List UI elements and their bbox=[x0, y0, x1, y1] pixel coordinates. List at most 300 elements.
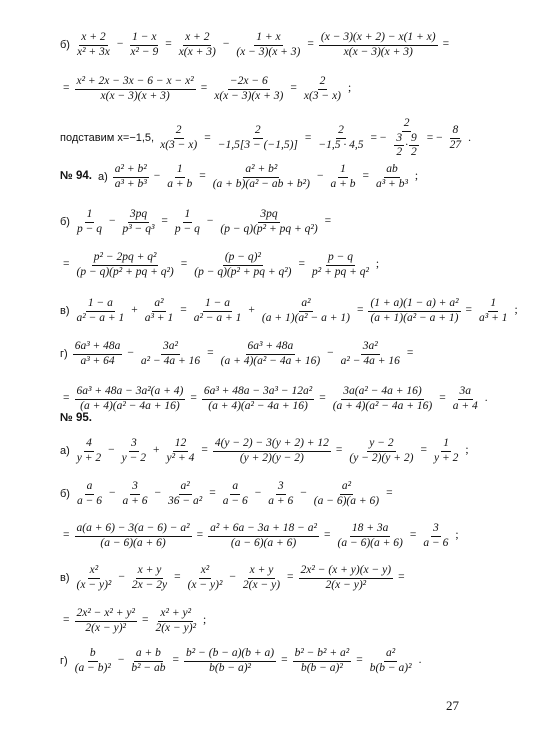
item-label: г) bbox=[60, 654, 68, 667]
numerator: 1 bbox=[85, 209, 95, 223]
operator: ; bbox=[514, 304, 518, 317]
numerator: 1 bbox=[183, 209, 193, 223]
numerator: b² − b² + a² bbox=[293, 648, 352, 662]
fraction bbox=[73, 648, 113, 674]
denominator: (p − q)(p² + pq + q²) bbox=[194, 265, 292, 278]
operator: . bbox=[418, 654, 422, 667]
fraction bbox=[293, 648, 352, 674]
numerator: 3a bbox=[458, 386, 474, 400]
numerator: (x − 3)(x + 2) − x(1 + x) bbox=[319, 32, 438, 46]
operator: = bbox=[439, 392, 446, 405]
denominator: (a + 1)(a² − a + 1) bbox=[370, 311, 459, 324]
inner-fraction bbox=[394, 133, 404, 159]
numerator: a² + 6a − 3a + 18 − a² bbox=[208, 523, 319, 537]
denominator bbox=[391, 132, 421, 159]
equation-line bbox=[0, 608, 559, 634]
fraction bbox=[299, 565, 394, 591]
operator: − bbox=[229, 571, 236, 584]
operator: = bbox=[63, 614, 70, 627]
operator: ; bbox=[455, 529, 459, 542]
denominator: a² − a + 1 bbox=[76, 311, 125, 324]
fraction bbox=[75, 608, 137, 634]
denominator: y + 2 bbox=[433, 451, 459, 464]
numerator: 3pq bbox=[128, 209, 149, 223]
denominator: a + 6 bbox=[122, 494, 148, 507]
operator: = bbox=[201, 444, 208, 457]
operator: = bbox=[356, 304, 364, 317]
fraction bbox=[75, 252, 176, 278]
fraction bbox=[139, 341, 202, 367]
operator: = bbox=[161, 215, 168, 228]
fraction bbox=[128, 32, 160, 58]
fraction bbox=[165, 164, 194, 190]
item-label: б) bbox=[60, 215, 70, 228]
fraction bbox=[130, 565, 169, 591]
denominator: 2x − 2y bbox=[131, 578, 168, 591]
denominator: a³ + 1 bbox=[479, 311, 508, 324]
numerator: 3a² bbox=[161, 341, 180, 355]
fraction bbox=[368, 648, 414, 674]
operator: = bbox=[324, 529, 331, 542]
fraction bbox=[211, 164, 312, 190]
equation-line bbox=[0, 481, 559, 507]
denominator: x(3 − x) bbox=[160, 138, 198, 151]
numerator: x² + y² bbox=[158, 608, 193, 622]
operator: = bbox=[420, 444, 427, 457]
numerator: 3 bbox=[394, 133, 404, 147]
denominator: (x − 3)(x + 3) bbox=[236, 45, 301, 58]
denominator: b(b − a)² bbox=[209, 661, 251, 674]
numerator: 4 bbox=[84, 438, 94, 452]
numerator: 4(y − 2) − 3(y + 2) + 12 bbox=[213, 438, 331, 452]
operator: − bbox=[108, 487, 116, 500]
item-label: в) bbox=[60, 304, 70, 317]
numerator: a² bbox=[299, 298, 312, 312]
numerator: a(a + 6) − 3(a − 6) − a² bbox=[75, 523, 192, 537]
operator: − bbox=[108, 215, 116, 228]
numerator: 18 + 3a bbox=[350, 523, 391, 537]
fraction bbox=[75, 523, 192, 549]
denominator: −1,5 · 4,5 bbox=[318, 138, 364, 151]
denominator: a³ + b³ bbox=[375, 177, 408, 190]
operator: = bbox=[362, 170, 369, 183]
fraction bbox=[173, 209, 202, 235]
fraction bbox=[374, 164, 410, 190]
operator: ; bbox=[203, 614, 207, 627]
denominator: (a + 4)(a² − 4a + 16) bbox=[220, 354, 321, 367]
equation-line bbox=[0, 32, 559, 58]
fraction bbox=[75, 438, 103, 464]
denominator: 27 bbox=[449, 138, 462, 151]
numerator: b bbox=[88, 648, 98, 662]
operator: = bbox=[442, 38, 450, 51]
fraction bbox=[221, 481, 250, 507]
operator: = bbox=[298, 258, 305, 271]
numerator: 3pq bbox=[258, 209, 279, 223]
fraction bbox=[75, 481, 104, 507]
fraction bbox=[260, 298, 352, 324]
operator: = bbox=[386, 487, 393, 500]
numerator: 3 bbox=[130, 481, 140, 495]
numerator: 1 bbox=[175, 164, 185, 178]
operator: = bbox=[141, 614, 149, 627]
numerator: 1 − a bbox=[86, 298, 115, 312]
fraction bbox=[316, 125, 365, 151]
numerator: a bbox=[85, 481, 95, 495]
operator: = bbox=[324, 215, 332, 228]
numerator: (p − q)² bbox=[223, 252, 263, 266]
operator: . bbox=[484, 392, 488, 405]
operator: = bbox=[356, 654, 363, 667]
operator: = bbox=[63, 529, 70, 542]
numerator: b² − (b − a)(b + a) bbox=[184, 648, 276, 662]
exercise-number: № 95. bbox=[60, 412, 93, 424]
operator: = bbox=[406, 347, 414, 360]
fraction bbox=[319, 32, 438, 58]
numerator: 6a³ + 48a bbox=[73, 341, 123, 355]
fraction bbox=[336, 523, 405, 549]
numerator: 6a³ + 48a − 3a²(a + 4) bbox=[75, 386, 186, 400]
operator: ; bbox=[348, 82, 352, 95]
operator: − bbox=[108, 444, 115, 457]
denominator: p − q bbox=[174, 222, 200, 235]
fraction bbox=[302, 76, 343, 102]
fraction bbox=[208, 523, 319, 549]
fraction bbox=[192, 298, 244, 324]
compound-fraction bbox=[391, 118, 421, 159]
operator: = bbox=[190, 392, 197, 405]
operator: = bbox=[180, 258, 188, 271]
fraction bbox=[218, 209, 319, 235]
operator: = bbox=[172, 654, 180, 667]
operator: = bbox=[281, 654, 288, 667]
denominator: b(b − a)² bbox=[369, 661, 412, 674]
fraction bbox=[451, 386, 480, 412]
fraction bbox=[192, 252, 293, 278]
operator: = bbox=[287, 571, 294, 584]
numerator: 3 bbox=[431, 523, 441, 537]
fraction bbox=[158, 125, 199, 151]
operator: = bbox=[204, 131, 211, 144]
denominator: 2(x − y)² bbox=[155, 621, 197, 634]
operator: = bbox=[335, 444, 343, 457]
operator: = bbox=[180, 304, 187, 317]
fraction bbox=[432, 438, 460, 464]
numerator: x² bbox=[199, 565, 212, 579]
denominator: (a + b)(a² − ab + b²) bbox=[212, 177, 310, 190]
operator: = bbox=[63, 82, 70, 95]
operator: = bbox=[199, 170, 206, 183]
fraction bbox=[129, 648, 167, 674]
numerator: a² bbox=[179, 481, 192, 495]
denominator: y² + 4 bbox=[166, 451, 195, 464]
item-label: г) bbox=[60, 347, 68, 360]
fraction bbox=[73, 341, 123, 367]
numerator: x + y bbox=[136, 565, 164, 579]
operator: − bbox=[118, 571, 125, 584]
denominator: 2(x − y)² bbox=[85, 621, 126, 634]
denominator: (a − 6)(a + 6) bbox=[337, 536, 403, 549]
operator: . bbox=[468, 131, 471, 144]
substitution-text: подставим x=−1,5, bbox=[60, 131, 155, 144]
fraction bbox=[120, 438, 148, 464]
denominator: a − 6 bbox=[423, 536, 449, 549]
operator: = bbox=[307, 38, 314, 51]
fraction bbox=[339, 341, 402, 367]
equation-line bbox=[0, 386, 559, 412]
fraction bbox=[166, 481, 204, 507]
denominator: x(x + 3) bbox=[178, 45, 216, 58]
operator: = − bbox=[426, 131, 443, 144]
operator: = bbox=[63, 258, 70, 271]
fraction bbox=[448, 125, 464, 151]
fraction bbox=[310, 252, 371, 278]
fraction bbox=[177, 32, 218, 58]
numerator: 1 bbox=[338, 164, 348, 178]
numerator: a bbox=[230, 481, 240, 495]
denominator: (y − 2)(y + 2) bbox=[349, 451, 414, 464]
denominator: b(b − a)² bbox=[300, 661, 343, 674]
operator: = bbox=[207, 347, 214, 360]
operator: + bbox=[153, 444, 160, 457]
numerator: 1 bbox=[441, 438, 451, 452]
fraction bbox=[347, 438, 415, 464]
fraction bbox=[477, 298, 509, 324]
numerator: a² bbox=[152, 298, 165, 312]
fraction bbox=[368, 298, 460, 324]
fraction bbox=[75, 209, 104, 235]
denominator: p³ − q³ bbox=[122, 222, 155, 235]
denominator: (a + 4)(a² − 4a + 16) bbox=[332, 399, 433, 412]
equation-line bbox=[0, 118, 559, 159]
numerator: 1 − x bbox=[130, 32, 158, 46]
numerator: (1 + a)(1 − a) + a² bbox=[368, 298, 460, 312]
fraction bbox=[184, 648, 276, 674]
operator: + bbox=[131, 304, 138, 317]
denominator: a − 6 bbox=[222, 494, 248, 507]
denominator: (a − 6)(a + 6) bbox=[100, 536, 166, 549]
denominator: 2(x − y) bbox=[242, 578, 281, 591]
operator: ; bbox=[414, 170, 419, 183]
fraction bbox=[216, 125, 300, 151]
denominator: (p − q)(p² + pq + q²) bbox=[76, 265, 174, 278]
fraction bbox=[153, 608, 198, 634]
operator: − bbox=[300, 487, 307, 500]
operator: − bbox=[327, 347, 334, 360]
equation-line bbox=[0, 413, 559, 425]
numerator: 3a² bbox=[361, 341, 380, 355]
numerator: a² bbox=[384, 648, 397, 662]
numerator: 1 − a bbox=[203, 298, 232, 312]
denominator: a³ + 1 bbox=[144, 311, 174, 324]
fraction bbox=[266, 481, 295, 507]
denominator: (a − 6)(a + 6) bbox=[230, 536, 297, 549]
operator: = bbox=[398, 571, 405, 584]
fraction bbox=[421, 523, 450, 549]
numerator: 2 bbox=[318, 76, 328, 90]
numerator: 2x² − (x + y)(x − y) bbox=[299, 565, 394, 579]
fraction bbox=[219, 341, 323, 367]
equation-line bbox=[0, 76, 559, 102]
numerator: 1 bbox=[488, 298, 498, 312]
denominator: (y + 2)(y − 2) bbox=[239, 451, 304, 464]
numerator: 8 bbox=[450, 125, 460, 139]
fraction bbox=[212, 76, 285, 102]
item-label: а) bbox=[60, 444, 70, 457]
denominator: x² + 3x bbox=[76, 45, 110, 58]
fraction bbox=[328, 164, 357, 190]
denominator: 2 bbox=[396, 146, 403, 158]
operator: = − bbox=[370, 131, 387, 144]
numerator: 6a³ + 48a − 3a³ − 12a² bbox=[202, 386, 314, 400]
denominator: p − q bbox=[76, 222, 102, 235]
operator: = bbox=[209, 487, 216, 500]
numerator: 2 bbox=[174, 125, 184, 139]
fraction bbox=[165, 438, 197, 464]
numerator: a² bbox=[340, 481, 353, 495]
fraction bbox=[75, 565, 114, 591]
denominator: 2(x − y)² bbox=[325, 578, 367, 591]
denominator: a + b bbox=[330, 177, 356, 190]
multiplication-dot: · bbox=[405, 138, 408, 151]
numerator: a² + b² bbox=[243, 164, 279, 178]
operator: − bbox=[316, 170, 324, 183]
operator: = bbox=[165, 38, 172, 51]
fraction bbox=[75, 76, 196, 102]
denominator: −1,5[3 − (−1,5)] bbox=[217, 138, 298, 151]
operator: ; bbox=[375, 258, 380, 271]
operator: − bbox=[254, 487, 262, 500]
operator: = bbox=[409, 529, 417, 542]
numerator: x + 2 bbox=[183, 32, 211, 46]
numerator: 2 bbox=[253, 125, 263, 139]
denominator: (x − y)² bbox=[187, 578, 223, 591]
operator: = bbox=[290, 82, 297, 95]
denominator: (a + 4)(a² − 4a + 16) bbox=[208, 399, 308, 412]
fraction bbox=[75, 298, 127, 324]
denominator: x² − 9 bbox=[130, 45, 159, 58]
denominator: (x − y)² bbox=[76, 578, 112, 591]
operator: = bbox=[319, 392, 326, 405]
fraction bbox=[312, 481, 381, 507]
denominator: (a + 4)(a² − 4a + 16) bbox=[80, 399, 180, 412]
equation-line bbox=[0, 209, 559, 235]
numerator: 3 bbox=[276, 481, 286, 495]
numerator: 9 bbox=[409, 133, 419, 147]
fraction bbox=[186, 565, 225, 591]
numerator: 2x² − x² + y² bbox=[75, 608, 137, 622]
page-number: 27 bbox=[446, 698, 459, 713]
numerator: 1 + x bbox=[254, 32, 282, 46]
denominator: b² − ab bbox=[131, 661, 166, 674]
fraction bbox=[213, 438, 331, 464]
fraction bbox=[234, 32, 302, 58]
operator: = bbox=[465, 304, 473, 317]
equation-line bbox=[0, 164, 559, 190]
operator: − bbox=[117, 654, 125, 667]
denominator: p² + pq + q² bbox=[312, 265, 369, 278]
exercise-number: № 94. bbox=[60, 170, 93, 183]
equation-line bbox=[0, 565, 559, 591]
denominator: y − 2 bbox=[121, 451, 147, 464]
numerator: x² + 2x − 3x − 6 − x − x² bbox=[75, 76, 196, 90]
operator: = bbox=[63, 392, 70, 405]
denominator: y + 2 bbox=[76, 451, 102, 464]
operator: − bbox=[222, 38, 230, 51]
fraction bbox=[113, 164, 149, 190]
denominator: 36 − a² bbox=[168, 494, 203, 507]
denominator: a² − 4a + 16 bbox=[340, 354, 400, 367]
inner-fraction bbox=[409, 133, 419, 159]
numerator: 3a(a² − 4a + 16) bbox=[341, 386, 423, 400]
numerator: 3 bbox=[129, 438, 139, 452]
denominator: a² − 4a + 16 bbox=[140, 354, 201, 367]
operator: − bbox=[127, 347, 134, 360]
denominator: x(x − 3)(x + 3) bbox=[343, 45, 413, 58]
operator: − bbox=[206, 215, 214, 228]
denominator: (p − q)(p² + pq + q²) bbox=[220, 222, 318, 235]
fraction bbox=[331, 386, 435, 412]
numerator: 2 bbox=[336, 125, 346, 139]
item-label: в) bbox=[60, 571, 70, 584]
equation-line bbox=[0, 341, 559, 367]
operator: ; bbox=[465, 444, 469, 457]
denominator: x(3 − x) bbox=[303, 89, 342, 102]
numerator: p − q bbox=[326, 252, 355, 266]
denominator: a + 6 bbox=[268, 494, 294, 507]
denominator: a² − a + 1 bbox=[193, 311, 242, 324]
numerator: x + 2 bbox=[79, 32, 107, 46]
denominator: (a − 6)(a + 6) bbox=[313, 494, 380, 507]
denominator: a³ + 64 bbox=[80, 354, 115, 367]
fraction bbox=[120, 481, 149, 507]
denominator: 2 bbox=[411, 146, 417, 158]
operator: = bbox=[304, 131, 312, 144]
operator: − bbox=[153, 170, 161, 183]
operator: − bbox=[116, 38, 124, 51]
numerator: y − 2 bbox=[367, 438, 395, 452]
denominator: a + b bbox=[167, 177, 193, 190]
item-label: б) bbox=[60, 38, 70, 51]
item-label: б) bbox=[60, 487, 70, 500]
numerator: a² + b² bbox=[113, 164, 149, 178]
numerator: 6a³ + 48a bbox=[246, 341, 296, 355]
fraction bbox=[241, 565, 282, 591]
numerator: a + b bbox=[134, 648, 163, 662]
fraction bbox=[120, 209, 156, 235]
fraction bbox=[75, 386, 186, 412]
operator: = bbox=[174, 571, 181, 584]
fraction bbox=[143, 298, 175, 324]
operator: = bbox=[196, 529, 204, 542]
numerator: −2x − 6 bbox=[228, 76, 270, 90]
denominator: x(x − 3)(x + 3) bbox=[214, 89, 284, 102]
fraction bbox=[75, 32, 112, 58]
numerator: 12 bbox=[173, 438, 189, 452]
equation-line bbox=[0, 648, 559, 674]
denominator: a − 6 bbox=[76, 494, 102, 507]
equation-line bbox=[0, 252, 559, 278]
numerator: ab bbox=[384, 164, 400, 178]
numerator: x² bbox=[88, 565, 101, 579]
denominator: (a − b)² bbox=[74, 661, 111, 674]
fraction bbox=[202, 386, 314, 412]
equation-line bbox=[0, 438, 559, 464]
equation-line bbox=[0, 298, 559, 324]
numerator: x + y bbox=[248, 565, 276, 579]
operator: + bbox=[248, 304, 255, 317]
operator: = bbox=[200, 82, 208, 95]
